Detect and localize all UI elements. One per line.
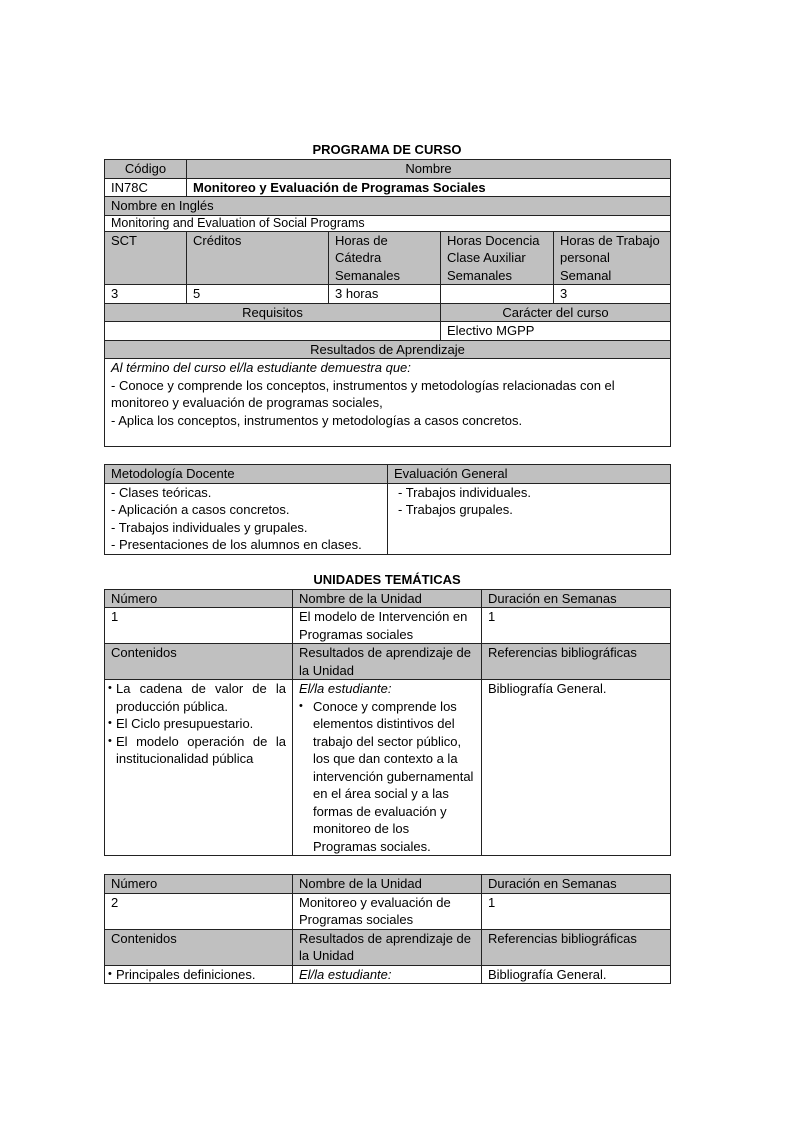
resultados-unidad-label: Resultados de aprendizaje de la Unidad <box>293 644 482 680</box>
unit-2-table <box>104 874 671 984</box>
numero-label: Número <box>105 875 293 894</box>
requisitos-value <box>105 322 441 341</box>
evaluacion-list <box>388 483 671 554</box>
horas-personal-label: Horas de Trabajo personal Semanal <box>554 231 671 285</box>
codigo-label: Código <box>105 160 187 179</box>
contenido-item: • La cadena de valor de la producción pública. <box>108 680 286 715</box>
sct-value: 3 <box>105 285 187 304</box>
horas-auxiliar-value <box>441 285 554 304</box>
resultados-unidad-label: Resultados de aprendizaje de la Unidad <box>293 929 482 965</box>
caracter-value: Electivo MGPP <box>441 322 671 341</box>
unit-1-table <box>104 589 671 857</box>
course-info-table <box>104 159 671 447</box>
referencias-label: Referencias bibliográficas <box>482 644 671 680</box>
referencias-label: Referencias bibliográficas <box>482 929 671 965</box>
requisitos-row <box>105 322 671 341</box>
requisitos-label: Requisitos <box>105 303 441 322</box>
caracter-label: Carácter del curso <box>441 303 671 322</box>
methodology-content-row <box>105 483 671 554</box>
unit-referencias: Bibliografía General. <box>482 965 671 984</box>
unit-duration: 1 <box>482 893 671 929</box>
course-code: IN78C <box>105 178 187 197</box>
methodology-header-row <box>105 465 671 484</box>
resultados-intro: Al término del curso el/la estudiante demuestra que: <box>111 360 411 375</box>
methodology-table <box>104 464 671 555</box>
creditos-label: Créditos <box>187 231 329 285</box>
resultados-content <box>105 359 671 447</box>
duracion-label: Duración en Semanas <box>482 875 671 894</box>
horas-catedra-value: 3 horas <box>329 285 441 304</box>
unit-header-row <box>105 589 671 608</box>
unit-subheader-row <box>105 644 671 680</box>
unit-name: El modelo de Intervención en Programas sociales <box>293 608 482 644</box>
unit-info-row <box>105 893 671 929</box>
unit-number: 2 <box>105 893 293 929</box>
unit-referencias: Bibliografía General. <box>482 680 671 856</box>
unit-contenidos <box>105 965 293 984</box>
unit-content-row <box>105 680 671 856</box>
contenido-item: • El modelo operación de la institucionalidad pública <box>108 733 286 768</box>
contenido-item: • Principales definiciones. <box>108 966 286 984</box>
horas-catedra-label: Horas de Cátedra Semanales <box>329 231 441 285</box>
unit-resultados-intro: El/la estudiante: <box>299 681 392 696</box>
metodologia-item: - Trabajos individuales y grupales. <box>111 519 308 535</box>
document-page <box>104 140 670 984</box>
header-row <box>105 160 671 179</box>
course-row <box>105 178 671 197</box>
nombre-unidad-label: Nombre de la Unidad <box>293 875 482 894</box>
english-name-row <box>105 215 671 231</box>
unit-contenidos <box>105 680 293 856</box>
unit-number: 1 <box>105 608 293 644</box>
contenido-item: • El Ciclo presupuestario. <box>108 715 286 733</box>
evaluacion-item: - Trabajos grupales. <box>398 502 513 517</box>
contenidos-label: Contenidos <box>105 644 293 680</box>
horas-personal-value: 3 <box>554 285 671 304</box>
creditos-value: 5 <box>187 285 329 304</box>
unit-info-row <box>105 608 671 644</box>
unit-content-row <box>105 965 671 984</box>
nombre-unidad-label: Nombre de la Unidad <box>293 589 482 608</box>
unit-name: Monitoreo y evaluación de Programas sociales <box>293 893 482 929</box>
document-title: PROGRAMA DE CURSO <box>312 142 462 157</box>
nombre-label: Nombre <box>187 160 671 179</box>
numero-label: Número <box>105 589 293 608</box>
unit-header-row <box>105 875 671 894</box>
english-name: Monitoring and Evaluation of Social Programs <box>105 215 671 231</box>
metodologia-list <box>105 483 388 554</box>
requisitos-header-row <box>105 303 671 322</box>
metodologia-item: - Presentaciones de los alumnos en clases. <box>111 537 362 552</box>
duracion-label: Duración en Semanas <box>482 589 671 608</box>
resultados-row <box>105 359 671 447</box>
resultados-label: Resultados de Aprendizaje <box>105 340 671 359</box>
hours-values-row <box>105 285 671 304</box>
unit-duration: 1 <box>482 608 671 644</box>
units-title: UNIDADES TEMÁTICAS <box>313 571 461 587</box>
metodologia-item: - Aplicación a casos concretos. <box>111 502 290 517</box>
unit-subheader-row <box>105 929 671 965</box>
english-name-label-row <box>105 197 671 216</box>
horas-auxiliar-label: Horas Docencia Clase Auxiliar Semanales <box>441 231 554 285</box>
hours-header-row <box>105 231 671 285</box>
resultado-item: - Conoce y comprende los conceptos, instrumentos y metodologías relacionadas con el monitoreo y evaluación de programas sociales, <box>111 377 615 410</box>
unit-resultados <box>293 680 482 856</box>
resultados-header-row <box>105 340 671 359</box>
resultado-item: - Aplica los conceptos, instrumentos y metodologías a casos concretos. <box>111 412 523 428</box>
contenidos-label: Contenidos <box>105 929 293 965</box>
evaluacion-label: Evaluación General <box>388 465 671 484</box>
evaluacion-item: - Trabajos individuales. <box>398 484 531 500</box>
metodologia-item: - Clases teóricas. <box>111 484 212 500</box>
unit-resultado-item: • Conoce y comprende los elementos distintivos del trabajo del sector público, los que dan contexto a la intervención gubernamental en el área social y a las formas de evaluación y monitoreo de los Programas sociales. <box>299 698 475 856</box>
metodologia-label: Metodología Docente <box>105 465 388 484</box>
sct-label: SCT <box>105 231 187 285</box>
english-name-label: Nombre en Inglés <box>105 197 671 216</box>
unit-resultados-intro: El/la estudiante: <box>293 965 482 984</box>
course-name: Monitoreo y Evaluación de Programas Sociales <box>187 178 671 197</box>
